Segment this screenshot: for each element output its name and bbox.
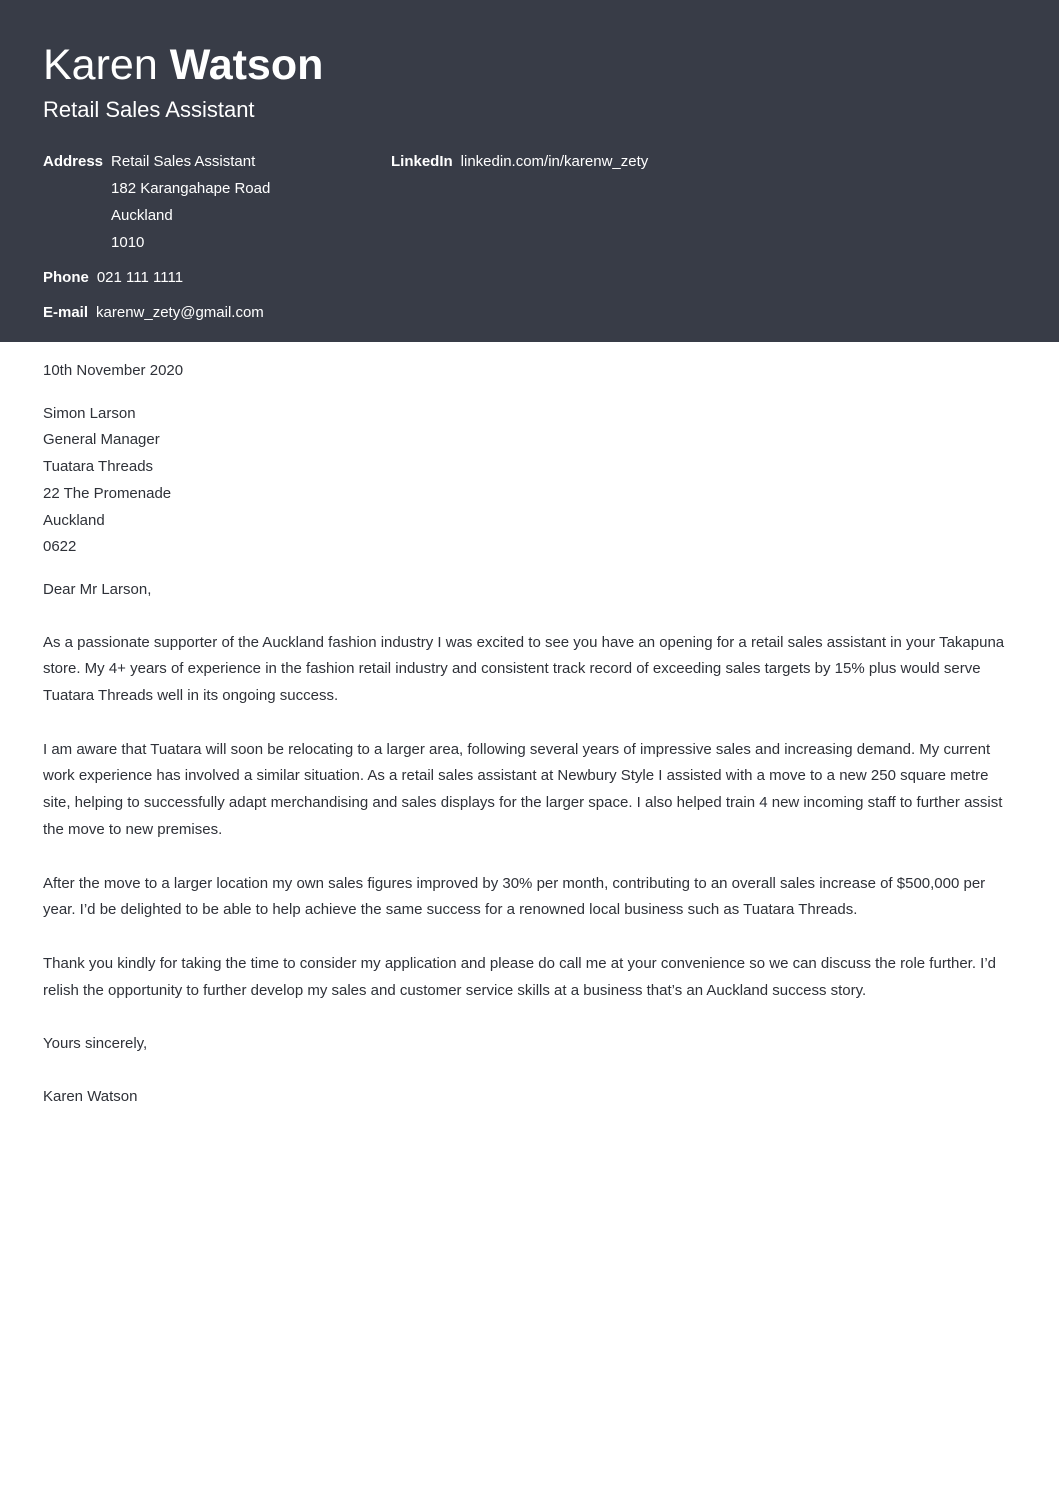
linkedin-label: LinkedIn bbox=[391, 153, 453, 170]
body-paragraph: As a passionate supporter of the Auckland fashion industry I was excited to see you have an opening for a retail sales assistant in your Takapuna store. My 4+ years of experience in the fashion retail industry and consistent track record of exceeding sales targets by 15% plus would serve Tuatara Threads well in its ongoing success. bbox=[43, 633, 1005, 705]
phone-label: Phone bbox=[43, 269, 89, 286]
body-paragraph: I am aware that Tuatara will soon be relocating to a larger area, following several years of impressive sales and increasing demand. My current work experience has involved a similar situation. As a retail sales assistant at Newbury Style I assisted with a move to a new 250 square metre site, helping to successfully adapt merchandising and sales displays for the larger space. I also helped train 4 new incoming staff to further assist the move to new premises. bbox=[43, 740, 1003, 838]
address-line: Retail Sales Assistant bbox=[111, 153, 256, 170]
address-value bbox=[111, 148, 270, 256]
address-line: 1010 bbox=[111, 234, 145, 251]
address-line: Auckland bbox=[111, 207, 173, 224]
job-title: Retail Sales Assistant bbox=[43, 97, 255, 122]
body-paragraph: Thank you kindly for taking the time to consider my application and please do call me at your convenience so we can discuss the role further. I’d relish the opportunity to further develop my sales and customer service skills at a business that’s an Auckland success story. bbox=[43, 954, 997, 999]
recipient-line: Auckland bbox=[43, 511, 105, 529]
signature-name: Karen Watson bbox=[43, 1088, 138, 1106]
recipient-line: Tuatara Threads bbox=[43, 458, 154, 476]
letter-date: 10th November 2020 bbox=[43, 362, 184, 379]
linkedin-block bbox=[391, 148, 648, 175]
header-banner bbox=[0, 0, 1059, 342]
first-name: Karen bbox=[43, 41, 158, 89]
recipient-line: 22 The Promenade bbox=[43, 484, 172, 502]
recipient-line: General Manager bbox=[43, 431, 160, 449]
recipient-address bbox=[43, 401, 1018, 561]
applicant-name bbox=[43, 40, 323, 90]
email-label: E-mail bbox=[43, 304, 89, 321]
phone-value: 021 111 1111 bbox=[96, 269, 184, 286]
recipient-line: Simon Larson bbox=[43, 404, 136, 422]
address-label: Address bbox=[43, 153, 104, 170]
address-line: 182 Karangahape Road bbox=[111, 180, 271, 197]
recipient-line: 0622 bbox=[43, 538, 77, 556]
closing: Yours sincerely, bbox=[43, 1035, 148, 1053]
email-value[interactable]: karenw_zety@gmail.com bbox=[96, 304, 264, 321]
phone-block bbox=[43, 264, 183, 291]
body-paragraph: After the move to a larger location my own sales figures improved by 30% per month, contributing to an overall sales increase of $500,000 per year. I’d be delighted to be able to help achieve the same success for a renowned local business such as Tuatara Threads. bbox=[43, 874, 986, 919]
address-block bbox=[43, 148, 270, 256]
salutation: Dear Mr Larson, bbox=[43, 580, 152, 598]
letter-body bbox=[43, 358, 1018, 1111]
email-block bbox=[43, 299, 264, 326]
linkedin-value[interactable]: linkedin.com/in/karenw_zety bbox=[460, 153, 649, 170]
last-name: Watson bbox=[169, 41, 324, 89]
